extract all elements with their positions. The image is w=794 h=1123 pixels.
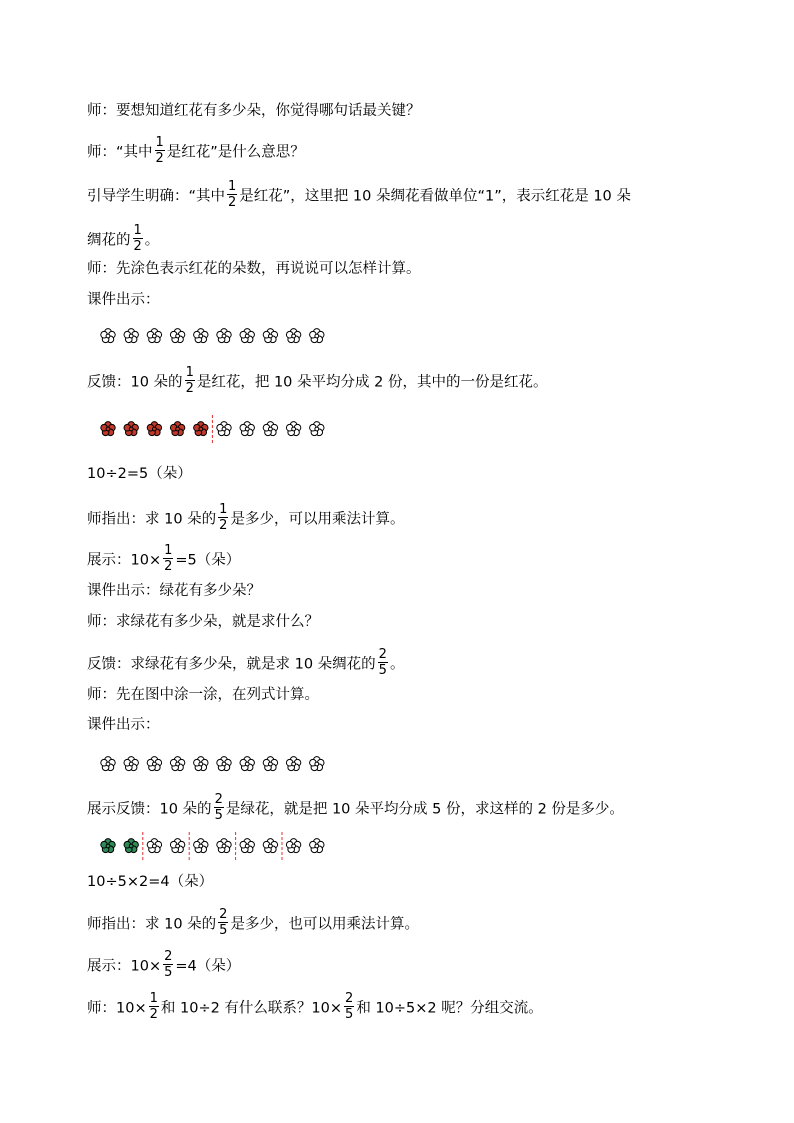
text-line-5 — [87, 262, 421, 277]
fraction-numerator: 1 — [155, 135, 164, 150]
line-text: 师：10× — [87, 1000, 147, 1017]
flower-icon — [240, 757, 254, 771]
flower-icon — [310, 329, 324, 343]
line-text: 是红花”，这里把 10 朵绸花看做单位“1”，表示红花是 10 朵 — [239, 188, 631, 205]
fraction-two-fifths — [218, 908, 228, 937]
line-text: 10÷5×2=4（朵） — [87, 874, 214, 890]
flower-icon — [286, 839, 300, 853]
fraction-two-fifths — [214, 793, 224, 822]
text-line-4 — [87, 223, 160, 255]
flower-icon — [101, 839, 115, 853]
text-line-13 — [87, 647, 405, 679]
fraction-denominator: 2 — [219, 518, 228, 533]
flower-icon — [217, 757, 231, 771]
fraction-numerator: 2 — [214, 792, 223, 807]
fraction-denominator: 5 — [378, 663, 387, 678]
flower-icon — [170, 422, 184, 436]
fraction-denominator: 2 — [164, 559, 173, 574]
flower-icon — [263, 422, 277, 436]
text-line-12 — [87, 615, 319, 630]
line-text: 展示：10× — [87, 552, 162, 569]
line-text: 师：“其中 — [87, 144, 153, 161]
flower-icon — [240, 329, 254, 343]
flower-row-svg — [97, 324, 333, 348]
text-line-16 — [87, 792, 624, 824]
flower-icon — [263, 839, 277, 853]
flower-icon — [147, 329, 161, 343]
fraction-numerator: 2 — [378, 647, 387, 662]
fraction-one-half — [155, 136, 165, 165]
fraction-denominator: 5 — [164, 965, 173, 980]
fraction-numerator: 1 — [149, 991, 158, 1006]
flower-icon — [147, 422, 161, 436]
line-text: 师：先在图中涂一涂，在列式计算。 — [87, 687, 319, 703]
line-text: 展示反馈：10 朵的 — [87, 801, 212, 818]
flower-row-4 — [97, 834, 333, 858]
line-text: 绸花的 — [87, 232, 131, 249]
flower-row-svg — [97, 417, 333, 441]
fraction-numerator: 1 — [164, 543, 173, 558]
line-text: =5（朵） — [175, 552, 241, 569]
line-text: 。 — [144, 232, 160, 249]
flower-icon — [217, 422, 231, 436]
flower-row-svg — [97, 752, 333, 776]
flower-icon — [124, 839, 138, 853]
flower-icon — [194, 329, 208, 343]
fraction-numerator: 1 — [185, 365, 194, 380]
text-line-2 — [87, 135, 305, 167]
fraction-one-half — [218, 503, 228, 532]
text-line-14 — [87, 688, 319, 703]
flower-icon — [101, 757, 115, 771]
flower-icon — [124, 329, 138, 343]
text-line-18 — [87, 907, 419, 939]
line-text: 是红花，把 10 朵平均分成 2 份，其中的一份是红花。 — [196, 374, 548, 391]
text-line-9 — [87, 502, 405, 534]
flower-icon — [286, 757, 300, 771]
fraction-denominator: 2 — [185, 381, 194, 396]
flower-icon — [240, 839, 254, 853]
flower-icon — [147, 757, 161, 771]
flower-row-3 — [97, 752, 333, 776]
fraction-one-half — [133, 224, 143, 253]
text-line-7 — [87, 365, 548, 397]
line-text: 是绿花，就是把 10 朵平均分成 5 份，求这样的 2 份是多少。 — [225, 801, 624, 818]
fraction-denominator: 2 — [155, 151, 164, 166]
line-text: 是多少，可以用乘法计算。 — [230, 511, 405, 528]
fraction-denominator: 2 — [133, 239, 142, 254]
fraction-denominator: 5 — [345, 1007, 354, 1022]
fraction-numerator: 1 — [133, 223, 142, 238]
fraction-denominator: 2 — [228, 195, 237, 210]
line-text: 。 — [389, 656, 405, 673]
line-text: 反馈：10 朵的 — [87, 374, 183, 391]
flower-icon — [217, 329, 231, 343]
line-text: 和 10÷5×2 呢？分组交流。 — [356, 1000, 543, 1017]
line-text: 反馈：求绿花有多少朵，就是求 10 朵绸花的 — [87, 656, 376, 673]
text-line-15 — [87, 718, 160, 733]
flower-icon — [101, 329, 115, 343]
line-text: =4（朵） — [175, 958, 241, 975]
line-text: 师：先涂色表示红花的朵数，再说说可以怎样计算。 — [87, 261, 421, 277]
flower-icon — [310, 757, 324, 771]
line-text: 是红花”是什么意思？ — [166, 144, 305, 161]
flower-icon — [147, 839, 161, 853]
flower-icon — [310, 422, 324, 436]
flower-icon — [217, 839, 231, 853]
flower-icon — [194, 757, 208, 771]
flower-icon — [286, 329, 300, 343]
flower-icon — [194, 422, 208, 436]
fraction-numerator: 2 — [345, 991, 354, 1006]
fraction-one-half — [163, 544, 173, 573]
flower-icon — [194, 839, 208, 853]
fraction-one-half — [227, 180, 237, 209]
line-text: 和 10÷2 有什么联系？10× — [160, 1000, 343, 1017]
line-text: 课件出示： — [87, 292, 160, 308]
flower-row-2 — [97, 417, 333, 441]
fraction-denominator: 5 — [219, 923, 228, 938]
line-text: 师：要想知道红花有多少朵，你觉得哪句话最关键？ — [87, 103, 421, 119]
text-line-17 — [87, 875, 213, 890]
fraction-two-fifths — [163, 950, 173, 979]
fraction-numerator: 2 — [219, 907, 228, 922]
flower-icon — [170, 329, 184, 343]
fraction-two-fifths — [378, 648, 388, 677]
fraction-numerator: 1 — [219, 502, 228, 517]
text-line-11 — [87, 584, 261, 599]
flower-icon — [263, 329, 277, 343]
fraction-numerator: 2 — [164, 949, 173, 964]
fraction-one-half — [185, 366, 195, 395]
flower-icon — [310, 839, 324, 853]
line-text: 课件出示：绿花有多少朵？ — [87, 583, 261, 599]
flower-icon — [124, 422, 138, 436]
fraction-two-fifths — [344, 992, 354, 1021]
flower-icon — [170, 839, 184, 853]
line-text: 展示：10× — [87, 958, 162, 975]
fraction-denominator: 5 — [214, 808, 223, 823]
text-line-3 — [87, 179, 631, 211]
fraction-numerator: 1 — [228, 179, 237, 194]
text-line-6 — [87, 293, 160, 308]
text-line-8 — [87, 467, 192, 482]
line-text: 课件出示： — [87, 717, 160, 733]
flower-icon — [286, 422, 300, 436]
flower-row-1 — [97, 324, 333, 348]
flower-icon — [101, 422, 115, 436]
text-line-10 — [87, 543, 241, 575]
fraction-denominator: 2 — [149, 1007, 158, 1022]
line-text: 引导学生明确：“其中 — [87, 188, 226, 205]
text-line-19 — [87, 949, 241, 981]
line-text: 师：求绿花有多少朵，就是求什么？ — [87, 614, 319, 630]
flower-icon — [124, 757, 138, 771]
line-text: 师指出：求 10 朵的 — [87, 916, 217, 933]
flower-icon — [263, 757, 277, 771]
fraction-one-half — [149, 992, 159, 1021]
line-text: 是多少，也可以用乘法计算。 — [230, 916, 419, 933]
text-line-1 — [87, 104, 421, 119]
flower-icon — [170, 757, 184, 771]
flower-row-svg — [97, 834, 333, 858]
text-line-20 — [87, 991, 543, 1023]
flower-icon — [240, 422, 254, 436]
line-text: 10÷2=5（朵） — [87, 466, 192, 482]
line-text: 师指出：求 10 朵的 — [87, 511, 217, 528]
